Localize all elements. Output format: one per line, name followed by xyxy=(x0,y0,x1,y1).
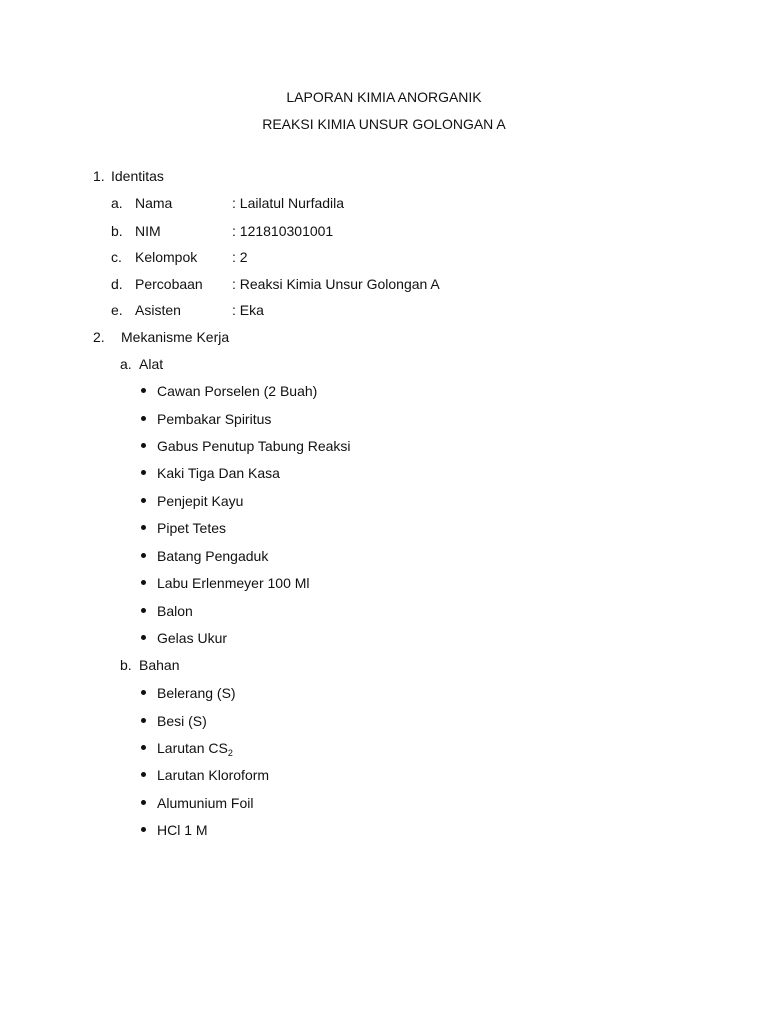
list-item-text: Penjepit Kayu xyxy=(157,493,244,509)
bullet-icon xyxy=(141,525,146,530)
list-item-text: HCl 1 M xyxy=(157,822,208,838)
list-item-text: Labu Erlenmeyer 100 Ml xyxy=(157,575,310,591)
list-marker: e. xyxy=(111,302,123,318)
list-marker: a. xyxy=(120,356,132,372)
identity-label: Percobaan xyxy=(135,276,203,292)
bullet-icon xyxy=(141,443,146,448)
list-item-text: Alumunium Foil xyxy=(157,795,254,811)
identity-label: Nama xyxy=(135,195,173,211)
list-item-text: Gelas Ukur xyxy=(157,630,228,646)
identity-value: : Reaksi Kimia Unsur Golongan A xyxy=(232,276,440,292)
identity-label: NIM xyxy=(135,223,161,239)
document-title-line-2: REAKSI KIMIA UNSUR GOLONGAN A xyxy=(262,116,506,132)
list-marker: d. xyxy=(111,276,123,292)
list-marker: c. xyxy=(111,249,122,265)
bullet-icon xyxy=(141,498,146,503)
bullet-icon xyxy=(141,800,146,805)
list-item-text: Cawan Porselen (2 Buah) xyxy=(157,383,318,399)
list-item-text: Belerang (S) xyxy=(157,685,236,701)
list-item-text: Batang Pengaduk xyxy=(157,548,269,564)
identity-label: Kelompok xyxy=(135,249,198,265)
subscript: 2 xyxy=(227,748,233,758)
bullet-icon xyxy=(141,827,146,832)
section-heading: Mekanisme Kerja xyxy=(121,329,230,345)
subsection-heading-alat: Alat xyxy=(139,356,164,372)
bullet-icon xyxy=(141,635,146,640)
list-item-text: Besi (S) xyxy=(157,713,207,729)
list-marker: b. xyxy=(111,223,123,239)
document-title-line-1: LAPORAN KIMIA ANORGANIK xyxy=(286,89,482,105)
list-item-text: Pembakar Spiritus xyxy=(157,411,272,427)
list-item-text: Balon xyxy=(157,603,193,619)
list-item-text: Kaki Tiga Dan Kasa xyxy=(157,465,280,481)
identity-value: : Eka xyxy=(232,302,264,318)
identity-label: Asisten xyxy=(135,302,181,318)
section-heading: Identitas xyxy=(111,168,164,184)
identity-value: : 121810301001 xyxy=(232,223,334,239)
bullet-icon xyxy=(141,580,146,585)
bullet-icon xyxy=(141,553,146,558)
section-number: 1. xyxy=(93,168,105,184)
list-item-text: Larutan Kloroform xyxy=(157,767,270,783)
list-item-text-main: Larutan CS xyxy=(157,740,228,756)
section-number: 2. xyxy=(93,329,105,345)
bullet-icon xyxy=(141,690,146,695)
list-marker: a. xyxy=(111,195,123,211)
bullet-icon xyxy=(141,470,146,475)
subsection-heading-bahan: Bahan xyxy=(139,657,180,673)
bullet-icon xyxy=(141,608,146,613)
bullet-icon xyxy=(141,772,146,777)
list-item-text: Gabus Penutup Tabung Reaksi xyxy=(157,438,351,454)
bullet-icon xyxy=(141,718,146,723)
list-item-text: Pipet Tetes xyxy=(157,520,227,536)
bullet-icon xyxy=(141,416,146,421)
identity-value: : Lailatul Nurfadila xyxy=(232,195,345,211)
identity-value: : 2 xyxy=(232,249,248,265)
list-item-text xyxy=(157,739,233,757)
list-marker: b. xyxy=(120,657,132,673)
bullet-icon xyxy=(141,388,146,393)
bullet-icon xyxy=(141,745,146,750)
